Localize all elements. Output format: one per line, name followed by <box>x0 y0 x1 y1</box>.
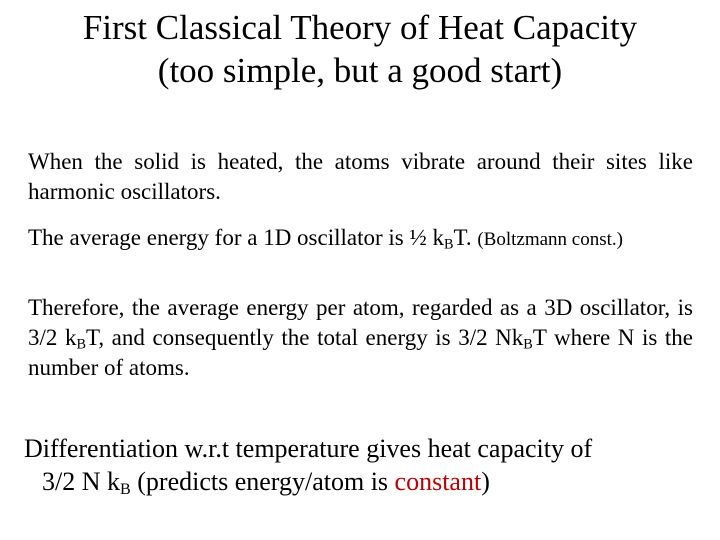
p2-text-b: T. <box>453 225 478 250</box>
p4-subscript: B <box>120 481 131 499</box>
paragraph-3d-oscillator <box>28 293 693 383</box>
paragraph-differentiation <box>24 432 696 498</box>
p4-text-b: (predicts energy/atom is <box>130 467 395 496</box>
constant-highlight: constant <box>394 467 482 496</box>
p2-boltzmann-note: (Boltzmann const.) <box>477 229 623 250</box>
p3-text-b: T, and consequently the total energy is 3/2 Nk <box>86 325 524 350</box>
p2-subscript: B <box>443 236 454 253</box>
title-line-1: First Classical Theory of Heat Capacity <box>82 8 638 47</box>
title-line-2: (too simple, but a good start) <box>157 51 563 90</box>
p4-line-1: Differentiation w.r.t temperature gives heat capacity of <box>24 434 593 463</box>
p3-subscript-2: B <box>523 336 533 353</box>
p4-text-a: 3/2 N k <box>42 467 120 496</box>
p3-subscript-1: B <box>76 336 86 353</box>
p3-text-a: Therefore, the average energy per atom, regarded as a 3D oscillator, is 3/2 k <box>28 295 693 350</box>
paragraph-1d-oscillator <box>28 223 693 255</box>
p4-line-2 <box>24 465 696 498</box>
p4-text-c: ) <box>481 467 490 496</box>
slide-title <box>0 6 720 92</box>
p3-text-c: T where N is the number of atoms. <box>28 325 694 380</box>
p2-text-a: The average energy for a 1D oscillator is ½ k <box>28 225 444 250</box>
paragraph-heating: When the solid is heated, the atoms vibrate around their sites like harmonic oscillators. <box>28 149 693 204</box>
